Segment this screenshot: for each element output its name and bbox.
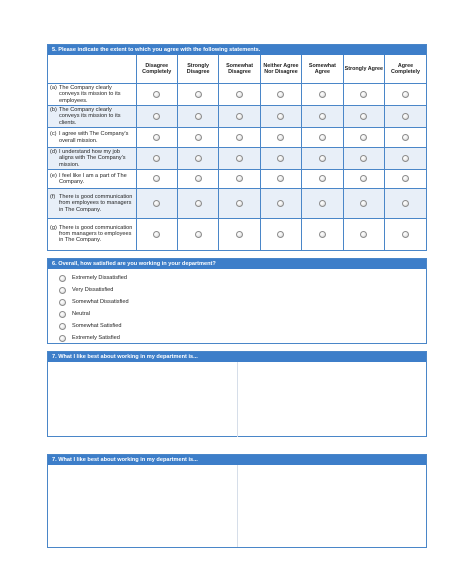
radio-button[interactable] bbox=[195, 175, 202, 182]
radio-button[interactable] bbox=[402, 231, 409, 238]
radio-button[interactable] bbox=[277, 200, 284, 207]
statement-letter: (e) bbox=[50, 172, 57, 179]
radio-button[interactable] bbox=[319, 113, 326, 120]
radio-button[interactable] bbox=[236, 91, 243, 98]
col-header: Somewhat Agree bbox=[302, 55, 343, 84]
statement-header bbox=[48, 55, 136, 84]
answer-area[interactable] bbox=[48, 465, 426, 547]
radio-button[interactable] bbox=[360, 91, 367, 98]
radio-button[interactable] bbox=[360, 155, 367, 162]
radio-button[interactable] bbox=[236, 134, 243, 141]
radio-button[interactable] bbox=[195, 155, 202, 162]
radio-button[interactable] bbox=[402, 200, 409, 207]
radio-button[interactable] bbox=[360, 231, 367, 238]
answer-column[interactable] bbox=[48, 362, 237, 437]
statement-text: I understand how my job aligns with The Company's mission. bbox=[59, 149, 126, 168]
radio-button[interactable] bbox=[402, 155, 409, 162]
radio-button[interactable] bbox=[236, 113, 243, 120]
radio-button[interactable] bbox=[402, 134, 409, 141]
satisfaction-options bbox=[48, 269, 426, 344]
radio-button[interactable] bbox=[59, 335, 66, 342]
option-label: Extremely Dissatisfied bbox=[72, 275, 128, 281]
radio-button[interactable] bbox=[59, 323, 66, 330]
radio-button[interactable] bbox=[360, 175, 367, 182]
radio-button[interactable] bbox=[236, 175, 243, 182]
question-6-title: 6. Overall, how satisfied are you working in your department? bbox=[48, 259, 426, 269]
statement-text: I agree with The Company's overall mission. bbox=[59, 131, 129, 144]
radio-button[interactable] bbox=[402, 113, 409, 120]
col-header: Neither Agree Nor Disagree bbox=[260, 55, 301, 84]
radio-button[interactable] bbox=[319, 155, 326, 162]
question-7-title: 7. What I like best about working in my department is... bbox=[48, 455, 426, 465]
option-label: Very Dissatisfied bbox=[72, 287, 114, 293]
radio-button[interactable] bbox=[195, 231, 202, 238]
satisfaction-option[interactable] bbox=[59, 332, 426, 344]
statement-letter: (c) bbox=[50, 131, 57, 138]
radio-button[interactable] bbox=[360, 134, 367, 141]
radio-button[interactable] bbox=[402, 91, 409, 98]
radio-button[interactable] bbox=[59, 299, 66, 306]
statement-letter: (d) bbox=[50, 149, 57, 156]
col-header: Disagree Completely bbox=[136, 55, 177, 84]
statement-text: I feel like I am a part of The Company. bbox=[59, 172, 127, 185]
satisfaction-option[interactable] bbox=[59, 296, 426, 308]
statement-text: There is good communication from managers to employees in The Company. bbox=[59, 224, 133, 244]
statement-row-a bbox=[48, 84, 426, 106]
radio-button[interactable] bbox=[59, 311, 66, 318]
question-7-section bbox=[47, 351, 427, 437]
statement-row-b bbox=[48, 106, 426, 128]
radio-button[interactable] bbox=[59, 287, 66, 294]
radio-button[interactable] bbox=[153, 155, 160, 162]
radio-button[interactable] bbox=[195, 113, 202, 120]
radio-button[interactable] bbox=[153, 231, 160, 238]
radio-button[interactable] bbox=[153, 200, 160, 207]
answer-column[interactable] bbox=[48, 465, 237, 547]
radio-button[interactable] bbox=[277, 91, 284, 98]
radio-button[interactable] bbox=[153, 91, 160, 98]
radio-button[interactable] bbox=[277, 155, 284, 162]
statement-row-c bbox=[48, 128, 426, 148]
question-7-title: 7. What I like best about working in my department is... bbox=[48, 352, 426, 362]
option-label: Neutral bbox=[72, 311, 91, 317]
satisfaction-option[interactable] bbox=[59, 308, 426, 320]
question-5-section bbox=[47, 44, 427, 251]
agreement-matrix bbox=[48, 55, 426, 250]
radio-button[interactable] bbox=[319, 200, 326, 207]
radio-button[interactable] bbox=[195, 91, 202, 98]
radio-button[interactable] bbox=[402, 175, 409, 182]
radio-button[interactable] bbox=[319, 175, 326, 182]
option-label: Somewhat Satisfied bbox=[72, 323, 122, 329]
statement-row-g bbox=[48, 219, 426, 250]
radio-button[interactable] bbox=[319, 91, 326, 98]
satisfaction-option[interactable] bbox=[59, 284, 426, 296]
radio-button[interactable] bbox=[195, 134, 202, 141]
question-5-title: 5. Please indicate the extent to which you agree with the following statements. bbox=[48, 45, 426, 55]
question-7-section-repeat bbox=[47, 454, 427, 548]
question-6-section bbox=[47, 258, 427, 344]
statement-text: The Company clearly conveys its mission to its clients. bbox=[59, 107, 121, 126]
radio-button[interactable] bbox=[195, 200, 202, 207]
answer-area[interactable] bbox=[48, 362, 426, 437]
option-label: Somewhat Dissatisfied bbox=[72, 299, 129, 305]
radio-button[interactable] bbox=[153, 113, 160, 120]
statement-text: The Company clearly conveys its mission to its employees. bbox=[59, 85, 121, 104]
col-header: Strongly Agree bbox=[343, 55, 384, 84]
answer-column[interactable] bbox=[237, 465, 427, 547]
radio-button[interactable] bbox=[277, 113, 284, 120]
radio-button[interactable] bbox=[319, 134, 326, 141]
col-header: Somewhat Disagree bbox=[219, 55, 260, 84]
radio-button[interactable] bbox=[236, 200, 243, 207]
radio-button[interactable] bbox=[236, 155, 243, 162]
col-header: Strongly Disagree bbox=[177, 55, 218, 84]
radio-button[interactable] bbox=[153, 175, 160, 182]
option-label: Extremely Satisfied bbox=[72, 335, 120, 341]
statement-letter: (b) bbox=[50, 107, 57, 114]
statement-letter: (f) bbox=[50, 194, 56, 201]
radio-button[interactable] bbox=[59, 275, 66, 282]
statement-row-d bbox=[48, 148, 426, 170]
radio-button[interactable] bbox=[153, 134, 160, 141]
radio-button[interactable] bbox=[360, 113, 367, 120]
statement-row-f bbox=[48, 189, 426, 219]
matrix-header-row bbox=[48, 55, 426, 84]
radio-button[interactable] bbox=[277, 231, 284, 238]
radio-button[interactable] bbox=[360, 200, 367, 207]
satisfaction-option[interactable] bbox=[59, 320, 426, 332]
satisfaction-option[interactable] bbox=[59, 272, 426, 284]
radio-button[interactable] bbox=[277, 175, 284, 182]
radio-button[interactable] bbox=[277, 134, 284, 141]
statement-letter: (a) bbox=[50, 85, 57, 92]
answer-column[interactable] bbox=[237, 362, 427, 437]
statement-letter: (g) bbox=[50, 224, 57, 231]
statement-row-e bbox=[48, 170, 426, 189]
radio-button[interactable] bbox=[319, 231, 326, 238]
radio-button[interactable] bbox=[236, 231, 243, 238]
col-header: Agree Completely bbox=[385, 55, 426, 84]
statement-text: There is good communication from employees to managers in The Company. bbox=[59, 194, 133, 213]
